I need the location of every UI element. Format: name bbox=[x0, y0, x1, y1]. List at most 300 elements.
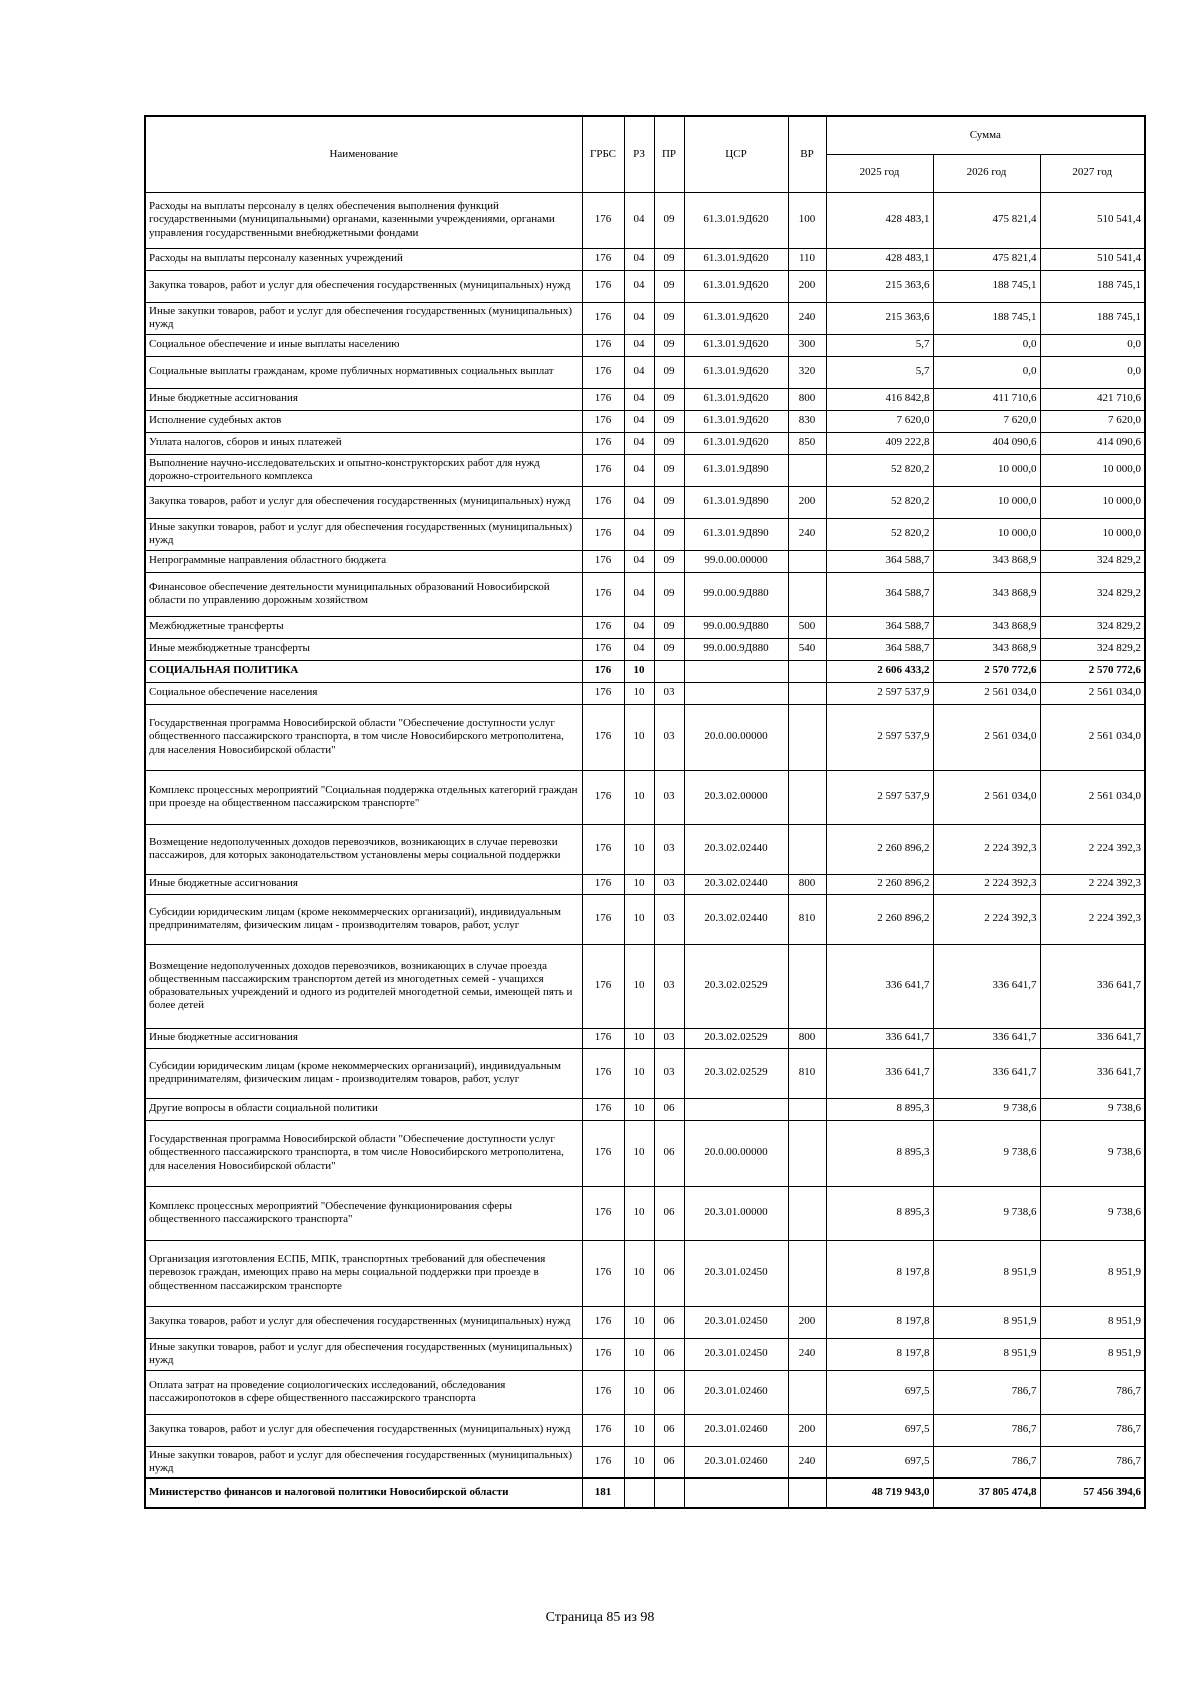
cell-csr: 20.3.01.00000 bbox=[684, 1186, 788, 1240]
cell-grbs: 176 bbox=[582, 410, 624, 432]
cell-2025: 5,7 bbox=[826, 356, 933, 388]
cell-csr: 61.3.01.9Д620 bbox=[684, 302, 788, 334]
cell-rz: 04 bbox=[624, 356, 654, 388]
cell-vr bbox=[788, 572, 826, 616]
header-year-2026: 2026 год bbox=[933, 154, 1040, 192]
cell-2027: 10 000,0 bbox=[1040, 518, 1145, 550]
cell-grbs: 176 bbox=[582, 1370, 624, 1414]
cell-grbs: 176 bbox=[582, 874, 624, 894]
cell-name: Комплекс процессных мероприятий "Обеспечение функционирования сферы общественного пассажирского транспорта" bbox=[145, 1186, 582, 1240]
cell-rz: 10 bbox=[624, 1098, 654, 1120]
cell-2025: 215 363,6 bbox=[826, 302, 933, 334]
cell-vr bbox=[788, 682, 826, 704]
cell-csr: 61.3.01.9Д620 bbox=[684, 356, 788, 388]
cell-2027: 510 541,4 bbox=[1040, 248, 1145, 270]
cell-grbs: 176 bbox=[582, 1028, 624, 1048]
cell-csr: 20.3.01.02450 bbox=[684, 1306, 788, 1338]
cell-name: Закупка товаров, работ и услуг для обеспечения государственных (муниципальных) нужд bbox=[145, 270, 582, 302]
cell-2027: 9 738,6 bbox=[1040, 1120, 1145, 1186]
cell-2026: 9 738,6 bbox=[933, 1098, 1040, 1120]
page-number: Страница 85 из 98 bbox=[545, 1610, 655, 1625]
cell-pr: 03 bbox=[654, 874, 684, 894]
cell-rz: 04 bbox=[624, 248, 654, 270]
cell-2027: 2 561 034,0 bbox=[1040, 682, 1145, 704]
cell-2027: 10 000,0 bbox=[1040, 486, 1145, 518]
cell-grbs: 176 bbox=[582, 334, 624, 356]
cell-pr: 09 bbox=[654, 334, 684, 356]
cell-csr: 99.0.00.00000 bbox=[684, 550, 788, 572]
cell-2027: 421 710,6 bbox=[1040, 388, 1145, 410]
cell-2027: 786,7 bbox=[1040, 1414, 1145, 1446]
cell-csr: 61.3.01.9Д620 bbox=[684, 248, 788, 270]
cell-rz: 10 bbox=[624, 1306, 654, 1338]
cell-grbs: 176 bbox=[582, 550, 624, 572]
cell-vr: 200 bbox=[788, 1414, 826, 1446]
cell-csr: 61.3.01.9Д890 bbox=[684, 518, 788, 550]
cell-csr: 61.3.01.9Д620 bbox=[684, 432, 788, 454]
cell-rz: 10 bbox=[624, 1370, 654, 1414]
cell-pr: 03 bbox=[654, 704, 684, 770]
table-row bbox=[145, 1098, 1145, 1120]
cell-pr: 09 bbox=[654, 518, 684, 550]
cell-2026: 9 738,6 bbox=[933, 1120, 1040, 1186]
cell-grbs: 176 bbox=[582, 944, 624, 1028]
table-row bbox=[145, 682, 1145, 704]
cell-grbs: 176 bbox=[582, 1338, 624, 1370]
cell-rz: 04 bbox=[624, 270, 654, 302]
cell-2025: 48 719 943,0 bbox=[826, 1478, 933, 1508]
cell-csr: 20.3.01.02460 bbox=[684, 1414, 788, 1446]
cell-2025: 364 588,7 bbox=[826, 550, 933, 572]
cell-name: Иные закупки товаров, работ и услуг для обеспечения государственных (муниципальных) нужд bbox=[145, 302, 582, 334]
cell-pr: 03 bbox=[654, 894, 684, 944]
cell-pr: 06 bbox=[654, 1370, 684, 1414]
cell-pr: 09 bbox=[654, 248, 684, 270]
cell-csr: 20.3.01.02460 bbox=[684, 1446, 788, 1478]
cell-vr bbox=[788, 1186, 826, 1240]
cell-2026: 10 000,0 bbox=[933, 454, 1040, 486]
cell-csr: 20.0.00.00000 bbox=[684, 704, 788, 770]
cell-name: Социальное обеспечение населения bbox=[145, 682, 582, 704]
cell-vr: 240 bbox=[788, 1446, 826, 1478]
cell-2025: 215 363,6 bbox=[826, 270, 933, 302]
cell-2027: 324 829,2 bbox=[1040, 638, 1145, 660]
cell-rz: 04 bbox=[624, 550, 654, 572]
cell-csr: 61.3.01.9Д890 bbox=[684, 486, 788, 518]
cell-2026: 343 868,9 bbox=[933, 616, 1040, 638]
cell-rz: 04 bbox=[624, 410, 654, 432]
cell-name: Иные закупки товаров, работ и услуг для обеспечения государственных (муниципальных) нужд bbox=[145, 518, 582, 550]
cell-pr: 09 bbox=[654, 616, 684, 638]
cell-pr: 09 bbox=[654, 192, 684, 248]
cell-name: Исполнение судебных актов bbox=[145, 410, 582, 432]
cell-2026: 8 951,9 bbox=[933, 1240, 1040, 1306]
cell-2027: 9 738,6 bbox=[1040, 1186, 1145, 1240]
cell-2027: 2 570 772,6 bbox=[1040, 660, 1145, 682]
cell-csr: 20.3.01.02460 bbox=[684, 1370, 788, 1414]
cell-2026: 0,0 bbox=[933, 356, 1040, 388]
cell-pr: 06 bbox=[654, 1240, 684, 1306]
cell-rz: 10 bbox=[624, 1120, 654, 1186]
table-row bbox=[145, 1370, 1145, 1414]
cell-rz: 04 bbox=[624, 432, 654, 454]
cell-2025: 409 222,8 bbox=[826, 432, 933, 454]
cell-name: Выполнение научно-исследовательских и опытно-конструкторских работ для нужд дорожно-строительного комплекса bbox=[145, 454, 582, 486]
cell-2025: 364 588,7 bbox=[826, 638, 933, 660]
cell-2026: 786,7 bbox=[933, 1370, 1040, 1414]
cell-rz: 10 bbox=[624, 1240, 654, 1306]
cell-vr bbox=[788, 1478, 826, 1508]
cell-vr: 240 bbox=[788, 518, 826, 550]
cell-2027: 8 951,9 bbox=[1040, 1338, 1145, 1370]
cell-name: Государственная программа Новосибирской области "Обеспечение доступности услуг общественного пассажирского транспорта, в том числе Новосибирского метрополитена, для населения Новосибирской области" bbox=[145, 704, 582, 770]
cell-2025: 364 588,7 bbox=[826, 616, 933, 638]
cell-2026: 0,0 bbox=[933, 334, 1040, 356]
cell-grbs: 176 bbox=[582, 1240, 624, 1306]
cell-rz: 10 bbox=[624, 1186, 654, 1240]
cell-rz: 04 bbox=[624, 518, 654, 550]
header-vr: ВР bbox=[788, 116, 826, 192]
cell-2026: 2 224 392,3 bbox=[933, 824, 1040, 874]
cell-2026: 2 561 034,0 bbox=[933, 770, 1040, 824]
cell-2027: 0,0 bbox=[1040, 356, 1145, 388]
cell-grbs: 176 bbox=[582, 1446, 624, 1478]
table-row bbox=[145, 1414, 1145, 1446]
cell-2025: 8 197,8 bbox=[826, 1306, 933, 1338]
cell-2027: 510 541,4 bbox=[1040, 192, 1145, 248]
cell-2025: 428 483,1 bbox=[826, 248, 933, 270]
cell-2025: 8 895,3 bbox=[826, 1186, 933, 1240]
cell-2026: 2 224 392,3 bbox=[933, 874, 1040, 894]
cell-2026: 336 641,7 bbox=[933, 944, 1040, 1028]
cell-vr bbox=[788, 824, 826, 874]
cell-csr bbox=[684, 660, 788, 682]
table-row bbox=[145, 388, 1145, 410]
cell-vr: 830 bbox=[788, 410, 826, 432]
table-row bbox=[145, 518, 1145, 550]
cell-name: Возмещение недополученных доходов перевозчиков, возникающих в случае перевозки пассажиров, для которых законодательством установлены меры социальной поддержки bbox=[145, 824, 582, 874]
cell-vr: 240 bbox=[788, 1338, 826, 1370]
cell-rz: 10 bbox=[624, 660, 654, 682]
cell-vr: 850 bbox=[788, 432, 826, 454]
cell-2027: 336 641,7 bbox=[1040, 1048, 1145, 1098]
cell-grbs: 176 bbox=[582, 486, 624, 518]
cell-2025: 697,5 bbox=[826, 1370, 933, 1414]
table-row bbox=[145, 1478, 1145, 1508]
cell-2025: 5,7 bbox=[826, 334, 933, 356]
cell-2026: 7 620,0 bbox=[933, 410, 1040, 432]
cell-grbs: 176 bbox=[582, 638, 624, 660]
cell-2026: 2 561 034,0 bbox=[933, 682, 1040, 704]
cell-grbs: 176 bbox=[582, 1186, 624, 1240]
cell-2026: 9 738,6 bbox=[933, 1186, 1040, 1240]
cell-vr: 800 bbox=[788, 388, 826, 410]
cell-grbs: 176 bbox=[582, 518, 624, 550]
cell-vr: 540 bbox=[788, 638, 826, 660]
cell-rz: 10 bbox=[624, 1414, 654, 1446]
cell-pr: 09 bbox=[654, 550, 684, 572]
cell-pr: 03 bbox=[654, 770, 684, 824]
budget-table bbox=[144, 115, 1146, 1509]
header-pr: ПР bbox=[654, 116, 684, 192]
cell-csr: 61.3.01.9Д620 bbox=[684, 192, 788, 248]
cell-2027: 324 829,2 bbox=[1040, 550, 1145, 572]
table-row bbox=[145, 770, 1145, 824]
table-row bbox=[145, 1240, 1145, 1306]
cell-name: Межбюджетные трансферты bbox=[145, 616, 582, 638]
cell-pr: 03 bbox=[654, 824, 684, 874]
cell-grbs: 176 bbox=[582, 1120, 624, 1186]
cell-2026: 188 745,1 bbox=[933, 270, 1040, 302]
cell-name: Иные бюджетные ассигнования bbox=[145, 874, 582, 894]
table-row bbox=[145, 486, 1145, 518]
cell-2027: 57 456 394,6 bbox=[1040, 1478, 1145, 1508]
cell-2027: 324 829,2 bbox=[1040, 616, 1145, 638]
cell-csr: 61.3.01.9Д620 bbox=[684, 410, 788, 432]
cell-2027: 2 561 034,0 bbox=[1040, 770, 1145, 824]
table-row bbox=[145, 248, 1145, 270]
cell-2027: 324 829,2 bbox=[1040, 572, 1145, 616]
cell-rz: 10 bbox=[624, 1028, 654, 1048]
cell-csr: 99.0.00.9Д880 bbox=[684, 616, 788, 638]
cell-2026: 411 710,6 bbox=[933, 388, 1040, 410]
cell-vr: 110 bbox=[788, 248, 826, 270]
cell-2027: 2 224 392,3 bbox=[1040, 824, 1145, 874]
table-row bbox=[145, 192, 1145, 248]
cell-csr: 20.3.01.02450 bbox=[684, 1240, 788, 1306]
table-row bbox=[145, 1120, 1145, 1186]
cell-2025: 428 483,1 bbox=[826, 192, 933, 248]
table-row bbox=[145, 874, 1145, 894]
cell-name: Иные бюджетные ассигнования bbox=[145, 1028, 582, 1048]
cell-name: СОЦИАЛЬНАЯ ПОЛИТИКА bbox=[145, 660, 582, 682]
cell-vr: 800 bbox=[788, 874, 826, 894]
cell-2027: 336 641,7 bbox=[1040, 1028, 1145, 1048]
cell-vr: 810 bbox=[788, 1048, 826, 1098]
cell-pr: 09 bbox=[654, 302, 684, 334]
table-row bbox=[145, 824, 1145, 874]
cell-2026: 343 868,9 bbox=[933, 572, 1040, 616]
cell-name: Уплата налогов, сборов и иных платежей bbox=[145, 432, 582, 454]
cell-rz: 04 bbox=[624, 454, 654, 486]
cell-pr bbox=[654, 1478, 684, 1508]
table-row bbox=[145, 454, 1145, 486]
cell-vr: 500 bbox=[788, 616, 826, 638]
cell-2026: 343 868,9 bbox=[933, 638, 1040, 660]
cell-2027: 2 224 392,3 bbox=[1040, 894, 1145, 944]
cell-pr: 09 bbox=[654, 356, 684, 388]
cell-grbs: 176 bbox=[582, 572, 624, 616]
cell-name: Социальные выплаты гражданам, кроме публичных нормативных социальных выплат bbox=[145, 356, 582, 388]
cell-csr: 20.0.00.00000 bbox=[684, 1120, 788, 1186]
cell-vr bbox=[788, 1120, 826, 1186]
header-rz: РЗ bbox=[624, 116, 654, 192]
cell-csr bbox=[684, 1478, 788, 1508]
cell-grbs: 176 bbox=[582, 270, 624, 302]
cell-2027: 188 745,1 bbox=[1040, 270, 1145, 302]
cell-2026: 786,7 bbox=[933, 1446, 1040, 1478]
cell-name: Расходы на выплаты персоналу казенных учреждений bbox=[145, 248, 582, 270]
cell-name: Иные закупки товаров, работ и услуг для обеспечения государственных (муниципальных) нужд bbox=[145, 1446, 582, 1478]
table-row bbox=[145, 1186, 1145, 1240]
cell-vr bbox=[788, 704, 826, 770]
cell-name: Иные закупки товаров, работ и услуг для обеспечения государственных (муниципальных) нужд bbox=[145, 1338, 582, 1370]
cell-2025: 336 641,7 bbox=[826, 1048, 933, 1098]
cell-grbs: 176 bbox=[582, 616, 624, 638]
cell-pr: 03 bbox=[654, 944, 684, 1028]
cell-pr: 03 bbox=[654, 1028, 684, 1048]
table-row bbox=[145, 432, 1145, 454]
cell-vr: 100 bbox=[788, 192, 826, 248]
table-row bbox=[145, 1028, 1145, 1048]
header-year-2027: 2027 год bbox=[1040, 154, 1145, 192]
cell-2026: 343 868,9 bbox=[933, 550, 1040, 572]
table-row bbox=[145, 1048, 1145, 1098]
cell-2027: 786,7 bbox=[1040, 1446, 1145, 1478]
header-name: Наименование bbox=[145, 116, 582, 192]
cell-csr: 61.3.01.9Д620 bbox=[684, 334, 788, 356]
cell-name: Расходы на выплаты персоналу в целях обеспечения выполнения функций государственными (муниципальными) органами, казенными учреждениями, органами управления государственными внебюджетными фондами bbox=[145, 192, 582, 248]
cell-name: Закупка товаров, работ и услуг для обеспечения государственных (муниципальных) нужд bbox=[145, 1306, 582, 1338]
cell-csr: 61.3.01.9Д620 bbox=[684, 388, 788, 410]
cell-2025: 336 641,7 bbox=[826, 944, 933, 1028]
cell-rz: 04 bbox=[624, 572, 654, 616]
table-row bbox=[145, 550, 1145, 572]
cell-2026: 336 641,7 bbox=[933, 1028, 1040, 1048]
cell-2027: 2 561 034,0 bbox=[1040, 704, 1145, 770]
cell-vr: 240 bbox=[788, 302, 826, 334]
cell-vr: 200 bbox=[788, 1306, 826, 1338]
cell-2027: 0,0 bbox=[1040, 334, 1145, 356]
cell-name: Оплата затрат на проведение социологических исследований, обследования пассажиропотоков в сфере общественного пассажирского транспорта bbox=[145, 1370, 582, 1414]
cell-2025: 2 260 896,2 bbox=[826, 874, 933, 894]
cell-csr: 20.3.02.00000 bbox=[684, 770, 788, 824]
table-row bbox=[145, 944, 1145, 1028]
cell-grbs: 176 bbox=[582, 824, 624, 874]
cell-csr: 20.3.02.02440 bbox=[684, 874, 788, 894]
cell-2025: 2 260 896,2 bbox=[826, 894, 933, 944]
cell-pr: 09 bbox=[654, 410, 684, 432]
cell-2026: 10 000,0 bbox=[933, 486, 1040, 518]
cell-2027: 414 090,6 bbox=[1040, 432, 1145, 454]
header-sum: Сумма bbox=[826, 116, 1145, 154]
cell-vr: 200 bbox=[788, 486, 826, 518]
cell-2026: 2 570 772,6 bbox=[933, 660, 1040, 682]
cell-csr: 20.3.02.02529 bbox=[684, 1028, 788, 1048]
cell-rz bbox=[624, 1478, 654, 1508]
cell-rz: 10 bbox=[624, 1446, 654, 1478]
cell-2025: 416 842,8 bbox=[826, 388, 933, 410]
cell-2027: 10 000,0 bbox=[1040, 454, 1145, 486]
cell-2025: 52 820,2 bbox=[826, 454, 933, 486]
cell-rz: 10 bbox=[624, 944, 654, 1028]
cell-csr: 99.0.00.9Д880 bbox=[684, 572, 788, 616]
cell-2025: 2 606 433,2 bbox=[826, 660, 933, 682]
cell-2025: 2 597 537,9 bbox=[826, 770, 933, 824]
cell-name: Возмещение недополученных доходов перевозчиков, возникающих в случае проезда общественным пассажирским транспортом детей из многодетных семей - учащихся образовательных учреждений и одного из родителей многодетной семьи, имеющей пять и более детей bbox=[145, 944, 582, 1028]
cell-grbs: 176 bbox=[582, 770, 624, 824]
cell-vr bbox=[788, 1240, 826, 1306]
cell-pr bbox=[654, 660, 684, 682]
cell-rz: 04 bbox=[624, 192, 654, 248]
cell-pr: 06 bbox=[654, 1338, 684, 1370]
cell-grbs: 176 bbox=[582, 302, 624, 334]
cell-grbs: 176 bbox=[582, 454, 624, 486]
table-row bbox=[145, 616, 1145, 638]
cell-csr: 20.3.02.02529 bbox=[684, 1048, 788, 1098]
cell-csr: 61.3.01.9Д620 bbox=[684, 270, 788, 302]
cell-2025: 697,5 bbox=[826, 1446, 933, 1478]
cell-csr: 61.3.01.9Д890 bbox=[684, 454, 788, 486]
cell-2027: 336 641,7 bbox=[1040, 944, 1145, 1028]
table-row bbox=[145, 638, 1145, 660]
cell-name: Иные бюджетные ассигнования bbox=[145, 388, 582, 410]
cell-2026: 8 951,9 bbox=[933, 1338, 1040, 1370]
cell-2025: 8 895,3 bbox=[826, 1098, 933, 1120]
cell-2025: 8 895,3 bbox=[826, 1120, 933, 1186]
cell-vr bbox=[788, 770, 826, 824]
cell-grbs: 176 bbox=[582, 1048, 624, 1098]
cell-rz: 04 bbox=[624, 638, 654, 660]
cell-pr: 09 bbox=[654, 388, 684, 410]
cell-grbs: 176 bbox=[582, 192, 624, 248]
cell-grbs: 176 bbox=[582, 894, 624, 944]
table-row bbox=[145, 270, 1145, 302]
cell-name: Государственная программа Новосибирской области "Обеспечение доступности услуг общественного пассажирского транспорта, в том числе Новосибирского метрополитена, для населения Новосибирской области" bbox=[145, 1120, 582, 1186]
cell-pr: 06 bbox=[654, 1098, 684, 1120]
cell-grbs: 176 bbox=[582, 388, 624, 410]
cell-pr: 06 bbox=[654, 1186, 684, 1240]
cell-rz: 04 bbox=[624, 302, 654, 334]
table-row bbox=[145, 1306, 1145, 1338]
cell-csr bbox=[684, 682, 788, 704]
cell-grbs: 176 bbox=[582, 248, 624, 270]
cell-2027: 786,7 bbox=[1040, 1370, 1145, 1414]
cell-name: Организация изготовления ЕСПБ, МПК, транспортных требований для обеспечения перевозок граждан, имеющих право на меры социальной поддержки при проезде в общественном пассажирском транспорте bbox=[145, 1240, 582, 1306]
cell-2025: 52 820,2 bbox=[826, 518, 933, 550]
cell-2025: 2 260 896,2 bbox=[826, 824, 933, 874]
cell-2026: 37 805 474,8 bbox=[933, 1478, 1040, 1508]
table-row bbox=[145, 894, 1145, 944]
cell-vr bbox=[788, 944, 826, 1028]
cell-name: Субсидии юридическим лицам (кроме некоммерческих организаций), индивидуальным предпринимателям, физическим лицам - производителям товаров, работ, услуг bbox=[145, 894, 582, 944]
cell-2026: 404 090,6 bbox=[933, 432, 1040, 454]
table-row bbox=[145, 704, 1145, 770]
cell-grbs: 176 bbox=[582, 1098, 624, 1120]
cell-2026: 2 224 392,3 bbox=[933, 894, 1040, 944]
cell-2026: 336 641,7 bbox=[933, 1048, 1040, 1098]
cell-rz: 10 bbox=[624, 704, 654, 770]
cell-2025: 697,5 bbox=[826, 1414, 933, 1446]
cell-2025: 7 620,0 bbox=[826, 410, 933, 432]
cell-name: Комплекс процессных мероприятий "Социальная поддержка отдельных категорий граждан при проезде на общественном пассажирском транспорте" bbox=[145, 770, 582, 824]
cell-pr: 06 bbox=[654, 1306, 684, 1338]
cell-2027: 188 745,1 bbox=[1040, 302, 1145, 334]
table-row bbox=[145, 302, 1145, 334]
cell-2026: 475 821,4 bbox=[933, 192, 1040, 248]
cell-vr bbox=[788, 1098, 826, 1120]
table-body bbox=[145, 192, 1145, 1508]
header-csr: ЦСР bbox=[684, 116, 788, 192]
cell-name: Министерство финансов и налоговой политики Новосибирской области bbox=[145, 1478, 582, 1508]
cell-pr: 09 bbox=[654, 572, 684, 616]
cell-2026: 8 951,9 bbox=[933, 1306, 1040, 1338]
table-row bbox=[145, 660, 1145, 682]
cell-2025: 364 588,7 bbox=[826, 572, 933, 616]
cell-csr bbox=[684, 1098, 788, 1120]
cell-grbs: 176 bbox=[582, 1306, 624, 1338]
cell-rz: 04 bbox=[624, 616, 654, 638]
